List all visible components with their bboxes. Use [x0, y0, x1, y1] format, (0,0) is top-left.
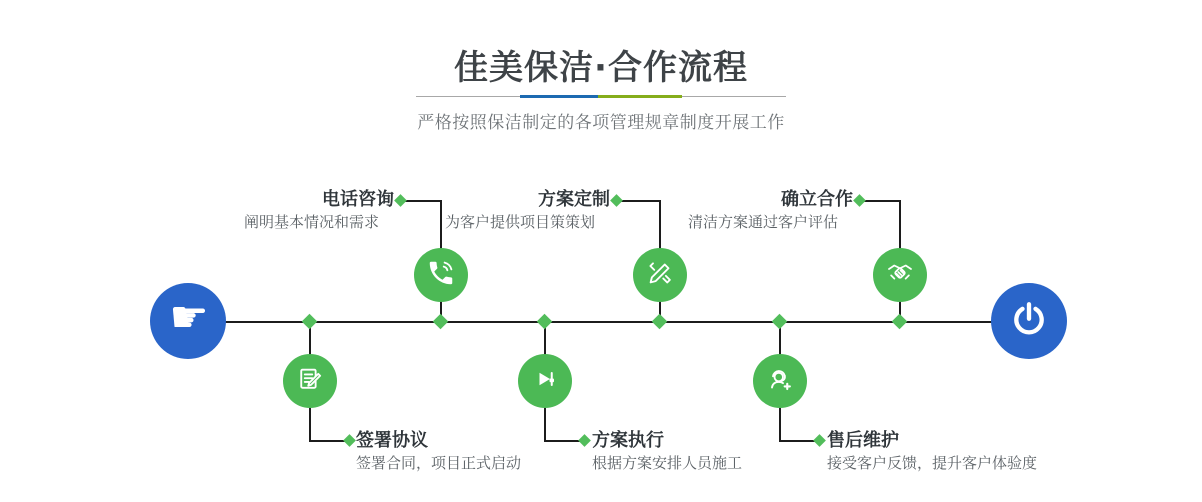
- timeline-line: [224, 321, 993, 323]
- divider-green-segment: [598, 95, 682, 98]
- divider-gray-left: [416, 96, 520, 97]
- step-label: [827, 430, 1037, 474]
- step-desc: 为客户提供项目策策划: [444, 213, 595, 231]
- connector-line: [619, 200, 661, 202]
- power-icon: [1009, 299, 1049, 343]
- step-node: [633, 248, 687, 302]
- label-diamond: [610, 194, 623, 207]
- junction-diamond: [302, 314, 318, 330]
- step-title: 方案执行: [592, 430, 664, 451]
- label-diamond: [578, 434, 591, 447]
- end-node: [991, 283, 1067, 359]
- step-desc: 接受客户反馈，提升客户体验度: [827, 454, 1038, 472]
- step-desc: 清洁方案通过客户评估: [687, 213, 838, 231]
- step-label: [688, 189, 853, 233]
- handshake-icon: [885, 258, 915, 292]
- phone-icon: [426, 258, 456, 292]
- pointing-hand-icon: ☛: [169, 292, 209, 343]
- connector-line: [544, 440, 582, 442]
- junction-diamond: [772, 314, 788, 330]
- step-title: 签署协议: [356, 430, 428, 451]
- step-title: 方案定制: [538, 189, 610, 210]
- connector-line: [309, 440, 347, 442]
- divider-blue-segment: [520, 95, 598, 98]
- connector-line: [403, 200, 442, 202]
- step-node: [753, 354, 807, 408]
- page-subtitle: 严格按照保洁制定的各项管理规章制度开展工作: [417, 113, 785, 133]
- title-divider: [416, 95, 786, 98]
- divider-gray-right: [682, 96, 786, 97]
- step-title: 售后维护: [827, 430, 899, 451]
- step-label: [244, 189, 394, 233]
- step-label: [592, 430, 742, 474]
- support-agent-icon: [765, 364, 795, 398]
- step-desc: 阐明基本情况和需求: [243, 213, 379, 231]
- step-title: 电话咨询: [322, 189, 394, 210]
- label-diamond: [394, 194, 407, 207]
- step-node: [518, 354, 572, 408]
- junction-diamond: [892, 314, 908, 330]
- step-node: [873, 248, 927, 302]
- start-node: [150, 283, 226, 359]
- junction-diamond: [537, 314, 553, 330]
- step-label: [445, 189, 610, 233]
- step-desc: 签署合同，项目正式启动: [356, 454, 522, 472]
- label-diamond: [813, 434, 826, 447]
- step-title: 确立合作: [781, 189, 853, 210]
- document-pen-icon: [295, 364, 325, 398]
- play-icon: [530, 364, 560, 398]
- step-desc: 根据方案安排人员施工: [592, 454, 743, 472]
- pencil-tools-icon: [645, 258, 675, 292]
- label-diamond: [853, 194, 866, 207]
- step-node: [283, 354, 337, 408]
- junction-diamond: [433, 314, 449, 330]
- step-node: [414, 248, 468, 302]
- page-title: 佳美保洁·合作流程: [454, 48, 748, 88]
- step-label: [356, 430, 521, 474]
- label-diamond: [343, 434, 356, 447]
- connector-line: [862, 200, 901, 202]
- connector-line: [779, 440, 817, 442]
- junction-diamond: [652, 314, 668, 330]
